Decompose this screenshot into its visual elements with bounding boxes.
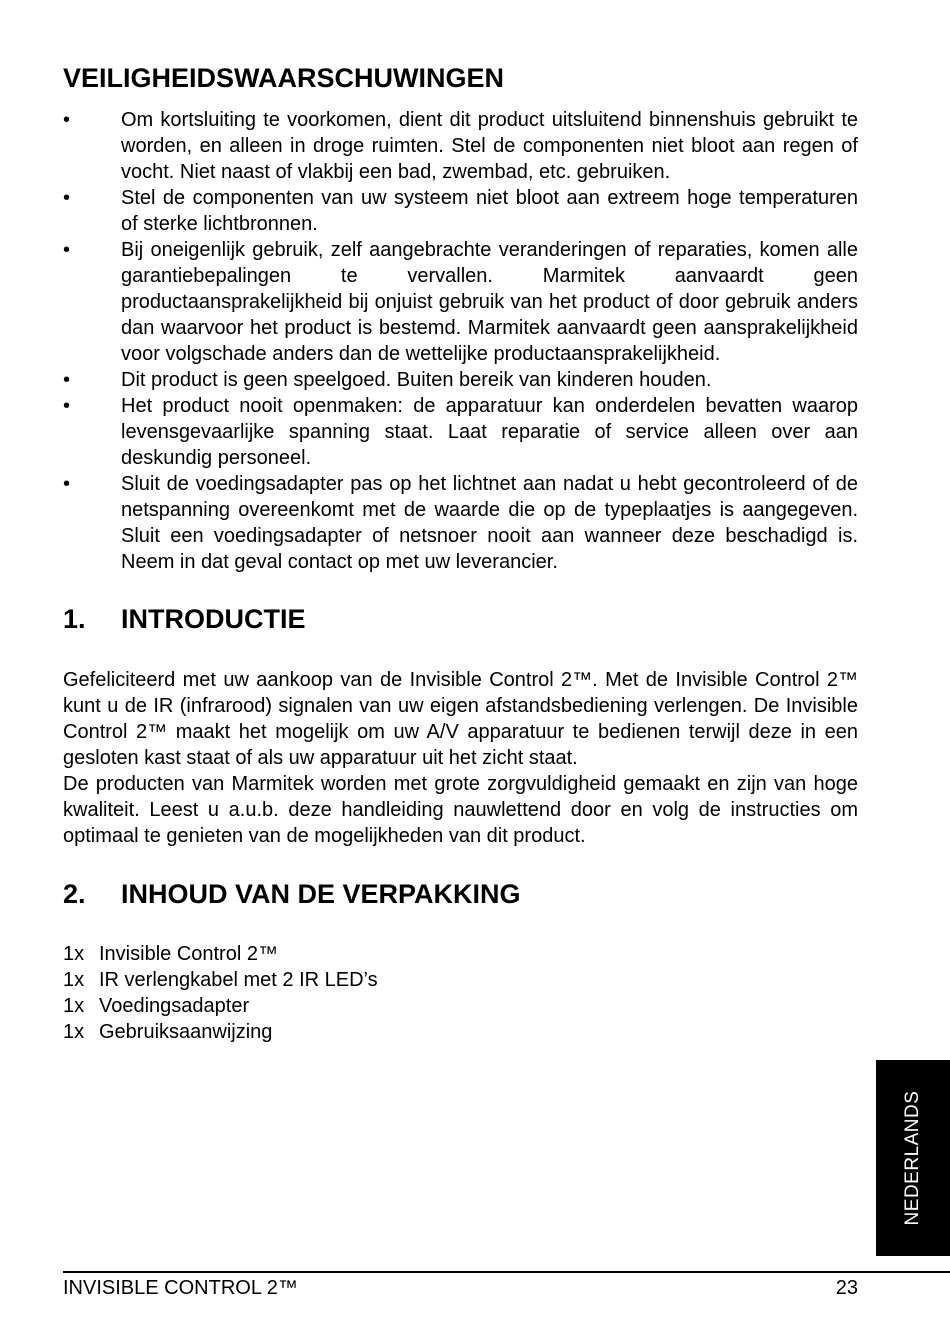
- warning-item: [63, 237, 858, 367]
- bullet-icon: •: [63, 369, 71, 391]
- warning-item: [63, 393, 858, 471]
- contents-number: 2.: [63, 879, 86, 909]
- contents-name: IR verlengkabel met 2 IR LED’s: [99, 969, 378, 991]
- bullet-icon: •: [63, 395, 71, 417]
- warnings-list: [63, 107, 858, 575]
- warning-item: [63, 185, 858, 237]
- contents-item: [63, 941, 858, 967]
- bullet-icon: •: [63, 187, 71, 209]
- contents-qty: 1x: [63, 943, 85, 965]
- page-number: 23: [835, 1277, 858, 1299]
- bullet-icon: •: [63, 239, 71, 261]
- warning-text: Het product nooit openmaken: de apparatuur kan onderdelen bevatten waarop levensgevaarlijke spanning staat. Laat reparatie of service alleen over aan deskundig personeel.: [121, 395, 858, 469]
- contents-name: Gebruiksaanwijzing: [99, 1021, 273, 1043]
- footer-divider: [63, 1271, 950, 1273]
- intro-number: 1.: [63, 604, 86, 634]
- contents-item: [63, 993, 858, 1019]
- contents-list: [63, 941, 858, 1045]
- intro-paragraph-1: Gefeliciteerd met uw aankoop van de Invisible Control 2™. Met de Invisible Control 2™ kunt u de IR (infrarood) signalen van uw eigen afstandsbediening verlengen. De Invisible Control 2™ maakt het mogelijk om uw A/V apparatuur te bedienen terwijl deze in een gesloten kast staat of als uw apparatuur uit het zicht staat.: [63, 669, 858, 769]
- warning-item: [63, 107, 858, 185]
- intro-heading: [63, 601, 858, 637]
- warning-text: Bij oneigenlijk gebruik, zelf aangebrachte veranderingen of reparaties, komen alle garantiebepalingen te vervallen. Marmitek aanvaardt geen productaansprakelijkheid bij onjuist gebruik van het product of door gebruik anders dan waarvoor het product is bestemd. Marmitek aanvaardt geen aansprakelijkheid voor volgschade anders dan de wettelijke productaansprakelijkheid.: [121, 239, 858, 365]
- warning-text: Om kortsluiting te voorkomen, dient dit product uitsluitend binnenshuis gebruikt te worden, en alleen in droge ruimten. Stel de componenten niet bloot aan regen of vocht. Niet naast of vlakbij een bad, zwembad, etc. gebruiken.: [121, 109, 858, 183]
- language-tab-label: NEDERLANDS: [902, 1090, 923, 1226]
- bullet-icon: •: [63, 473, 71, 495]
- intro-title: INTRODUCTIE: [121, 604, 306, 634]
- warning-text: Dit product is geen speelgoed. Buiten bereik van kinderen houden.: [121, 369, 712, 391]
- contents-item: [63, 967, 858, 993]
- contents-qty: 1x: [63, 1021, 85, 1043]
- warning-text: Stel de componenten van uw systeem niet bloot aan extreem hoge temperaturen of sterke lichtbronnen.: [121, 187, 858, 235]
- bullet-icon: •: [63, 109, 71, 131]
- intro-paragraph-2: De producten van Marmitek worden met grote zorgvuldigheid gemaakt en zijn van hoge kwaliteit. Leest u a.u.b. deze handleiding nauwlettend door en volg de instructies om optimaal te genieten van de mogelijkheden van dit product.: [63, 773, 858, 847]
- contents-name: Invisible Control 2™: [99, 943, 278, 965]
- contents-qty: 1x: [63, 995, 85, 1017]
- warning-item: [63, 471, 858, 575]
- warning-item: [63, 367, 858, 393]
- contents-qty: 1x: [63, 969, 85, 991]
- contents-title: INHOUD VAN DE VERPAKKING: [121, 879, 521, 909]
- footer-title: INVISIBLE CONTROL 2™: [63, 1277, 298, 1299]
- language-tab: [876, 1060, 950, 1256]
- contents-item: [63, 1019, 858, 1045]
- warnings-title: VEILIGHEIDSWAARSCHUWINGEN: [63, 63, 505, 93]
- contents-heading: [63, 876, 858, 912]
- warning-text: Sluit de voedingsadapter pas op het lichtnet aan nadat u hebt gecontroleerd of de netspanning overeenkomt met de waarde die op de typeplaatjes is aangegeven. Sluit een voedingsadapter of netsnoer nooit aan wanneer deze beschadigd is. Neem in dat geval contact op met uw leverancier.: [121, 473, 858, 573]
- contents-name: Voedingsadapter: [99, 995, 250, 1017]
- page-content: [63, 60, 858, 1045]
